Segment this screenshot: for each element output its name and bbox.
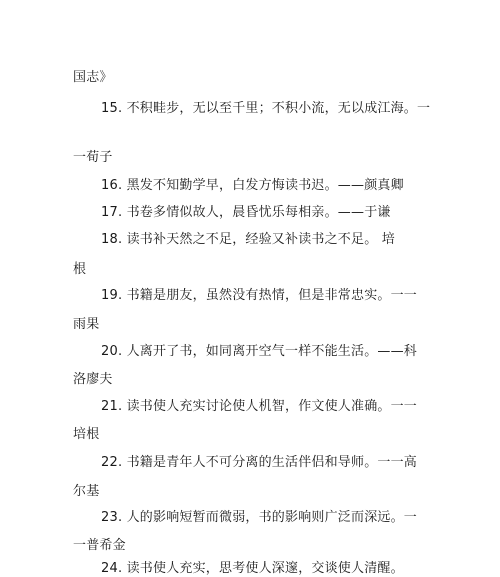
quote-17: 17. 书卷多情似故人，晨昏忧乐每相亲。——于谦 [101, 205, 391, 220]
quote-16: 16. 黑发不知勤学早，白发方悔读书迟。——颜真卿 [101, 178, 404, 193]
quote-24: 24. 读书使人充实，思考使人深邃，交谈使人清醒。 [101, 561, 404, 576]
text-line: 一普希金 [73, 538, 126, 553]
quote-19: 19. 书籍是朋友，虽然没有热情，但是非常忠实。一一 [101, 288, 418, 303]
quote-21: 21. 读书使人充实讨论使人机智，作文使人准确。一一 [101, 399, 418, 414]
text-line: 雨果 [73, 317, 100, 332]
quote-18: 18. 读书补天然之不足，经验又补读书之不足。 培 [101, 232, 395, 247]
quote-15: 15. 不积畦步，无以至千里；不积小流，无以成江海。一 [101, 101, 431, 116]
text-line: 尔基 [73, 484, 100, 499]
quote-22: 22. 书籍是青年人不可分离的生活伴侣和导师。一一高 [101, 455, 418, 470]
text-line: 培根 [73, 427, 100, 442]
text-line: 根 [73, 262, 87, 277]
text-line: 国志》 [73, 70, 113, 85]
quote-20: 20. 人离开了书，如同离开空气一样不能生活。——科 [101, 344, 418, 359]
quote-23: 23. 人的影响短暂而微弱，书的影响则广泛而深远。一 [101, 510, 418, 525]
text-line: 洛廖夫 [73, 372, 113, 387]
text-line: 一荀子 [73, 150, 113, 165]
